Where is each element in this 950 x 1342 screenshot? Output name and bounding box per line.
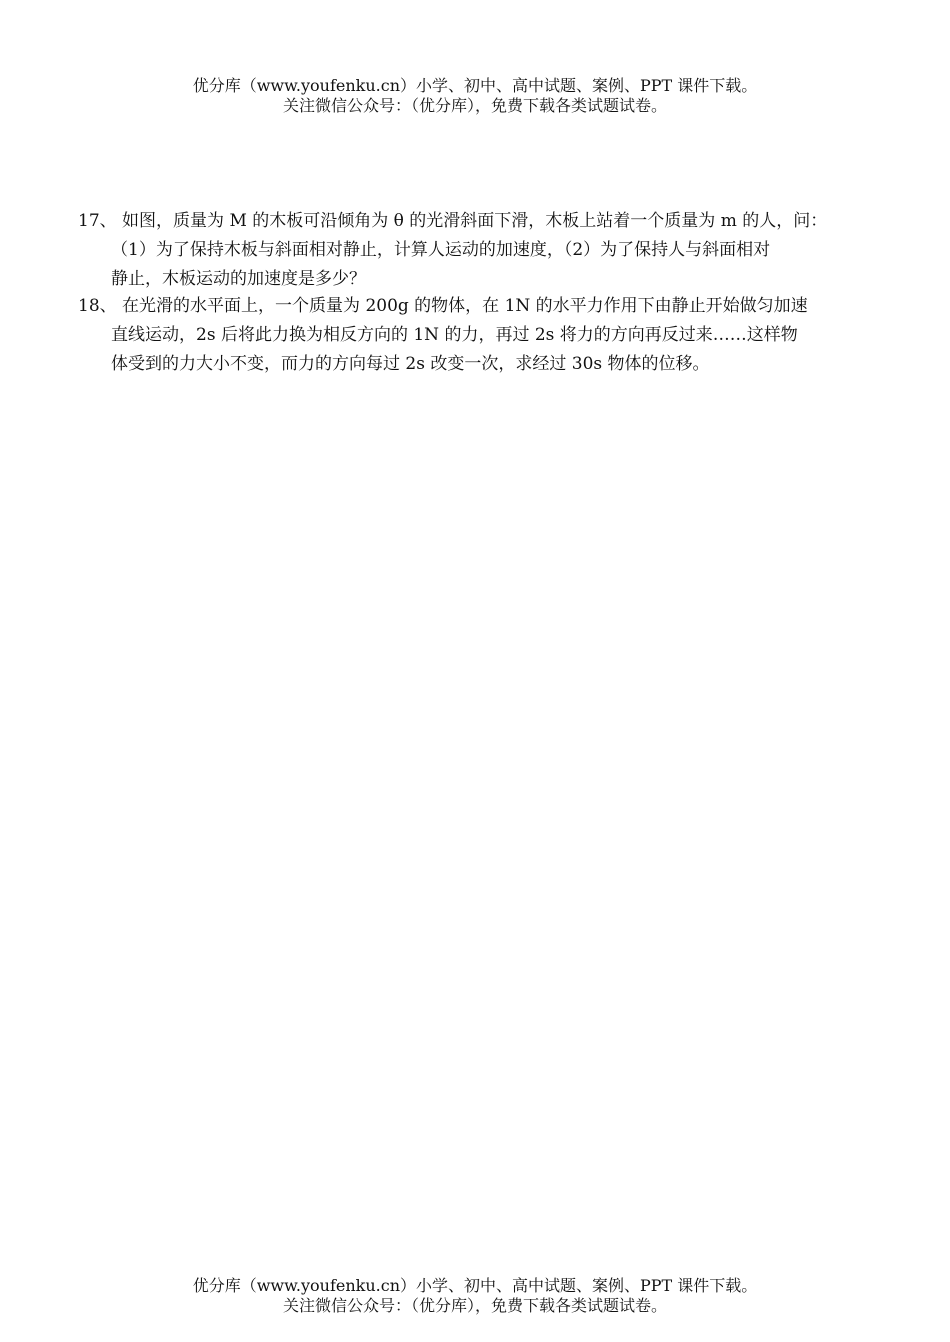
question-18-line-3: 体受到的力大小不变，而力的方向每过 2s 改变一次，求经过 30s 物体的位移。 xyxy=(111,354,710,374)
page-footer xyxy=(0,1276,950,1316)
question-17-line-3: 静止，木板运动的加速度是多少？ xyxy=(111,269,366,289)
question-18-line-2: 直线运动，2s 后将此力换为相反方向的 1N 的力，再过 2s 将力的方向再反过来……这样物 xyxy=(111,325,798,345)
page-header xyxy=(0,76,950,116)
question-17-line-1: 17、 如图，质量为 M 的木板可沿倾角为 θ 的光滑斜面下滑，木板上站着一个质量为 m 的人，问： xyxy=(78,211,828,231)
question-18 xyxy=(78,292,878,379)
footer-line-1: 优分库（www.youfenku.cn）小学、初中、高中试题、案例、PPT 课件下载。 xyxy=(192,1276,758,1295)
question-17-line-2: （1）为了保持木板与斜面相对静止，计算人运动的加速度，（2）为了保持人与斜面相对 xyxy=(111,240,771,260)
header-line-2: 关注微信公众号：（优分库），免费下载各类试题试卷。 xyxy=(282,96,667,115)
footer-line-2: 关注微信公众号：（优分库），免费下载各类试题试卷。 xyxy=(282,1296,667,1315)
question-17 xyxy=(78,207,878,294)
header-line-1: 优分库（www.youfenku.cn）小学、初中、高中试题、案例、PPT 课件下载。 xyxy=(192,76,758,95)
question-18-line-1: 18、 在光滑的水平面上，一个质量为 200g 的物体，在 1N 的水平力作用下由静止开始做匀加速 xyxy=(78,296,808,316)
